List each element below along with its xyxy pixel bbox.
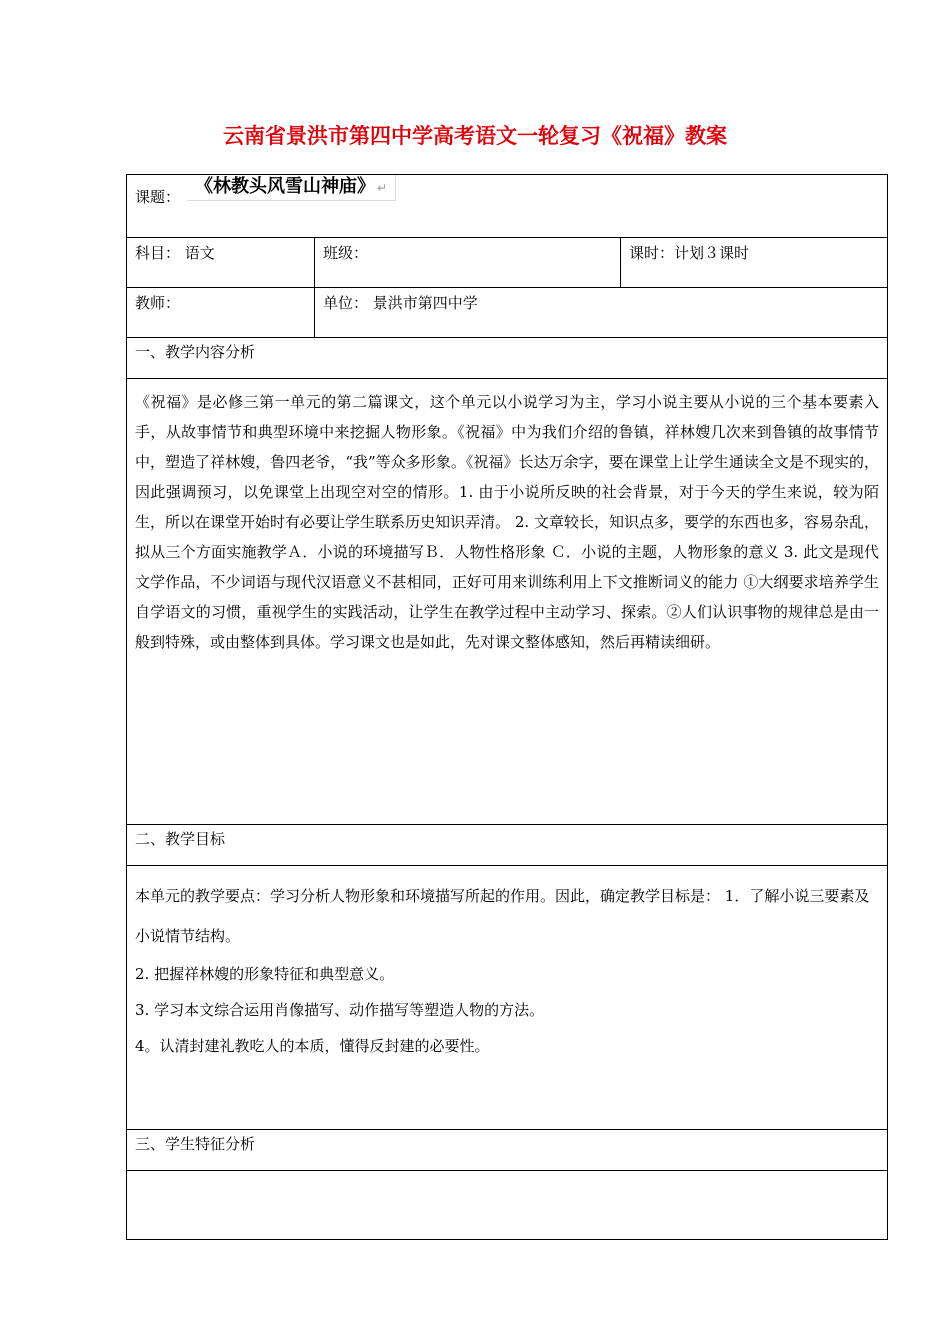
goal-item: 2. 把握祥林嫂的形象特征和典型意义。 xyxy=(135,965,395,983)
topic-text: 《林教头风雪山神庙》 xyxy=(195,176,375,197)
document-title: 云南省景洪市第四中学高考语文一轮复习《祝福》教案 xyxy=(223,124,727,148)
section1-body-row xyxy=(127,379,888,825)
hours-cell: 课时：计划３课时 xyxy=(621,238,888,288)
subject-row xyxy=(127,238,888,288)
section1-heading-row xyxy=(127,338,888,379)
lesson-plan-table xyxy=(126,174,888,1240)
goals-intro: 本单元的教学要点：学习分析人物形象和环境描写所起的作用。因此，确定教学目标是： 1．了解小说三要素及小说情节结构。 xyxy=(135,887,870,945)
section2-heading-row xyxy=(127,825,888,866)
section3-body-cell xyxy=(127,1171,888,1240)
section2-heading: 二、教学目标 xyxy=(127,825,888,866)
section3-heading: 三、学生特征分析 xyxy=(127,1130,888,1171)
subject-cell: 科目： 语文 xyxy=(127,238,315,288)
section2-body-row xyxy=(127,866,888,1130)
topic-label: 课题： xyxy=(135,188,181,206)
class-cell: 班级： xyxy=(315,238,621,288)
section3-body-row xyxy=(127,1171,888,1240)
teacher-row xyxy=(127,288,888,338)
topic-value xyxy=(187,175,396,201)
unit-cell: 单位： 景洪市第四中学 xyxy=(315,288,888,338)
section3-heading-row xyxy=(127,1130,888,1171)
section1-body-cell xyxy=(127,379,888,825)
section1-paragraph: 《祝福》是必修三第一单元的第二篇课文，这个单元以小说学习为主，学习小说主要从小说的三个基本要素入手，从故事情节和典型环境中来挖掘人物形象。《祝福》中为我们介绍的鲁镇，祥林嫂几次来到鲁镇的故事情节中，塑造了祥林嫂，鲁四老爷，“我”等众多形象。《祝福》长达万余字，要在课堂上让学生通读全文是不现实的，因此强调预习，以免课堂上出现空对空的情形。1. 由于小说所反映的社会背景，对于今天的学生来说，较为陌生，所以在课堂开始时有必要让学生联系历史知识弄清。 2. 文章较长，知识点多，要学的东西也多，容易杂乱，拟从三个方面实施教学Ａ．小说的环境描写Ｂ．人物性格形象 Ｃ．小说的主题，人物形象的意义 3. 此文是现代文学作品，不少词语与现代汉语意义不甚相同，正好可用来训练利用上下文推断词义的能力 ①大纲要求培养学生自学语文的习惯，重视学生的实践活动，让学生在教学过程中主动学习、探索。②人们认识事物的规律总是由一般到特殊，或由整体到具体。学习课文也是如此，先对课文整体感知，然后再精读细研。 xyxy=(135,393,880,651)
topic-cell xyxy=(127,175,888,238)
topic-row xyxy=(127,175,888,238)
section1-heading: 一、教学内容分析 xyxy=(127,338,888,379)
section2-body-cell xyxy=(127,866,888,1130)
return-mark-icon: ↵ xyxy=(377,181,388,195)
teacher-cell: 教师： xyxy=(127,288,315,338)
goal-item: 4。认清封建礼教吃人的本质，懂得反封建的必要性。 xyxy=(135,1037,490,1055)
goal-item: 3. 学习本文综合运用肖像描写、动作描写等塑造人物的方法。 xyxy=(135,1001,545,1019)
